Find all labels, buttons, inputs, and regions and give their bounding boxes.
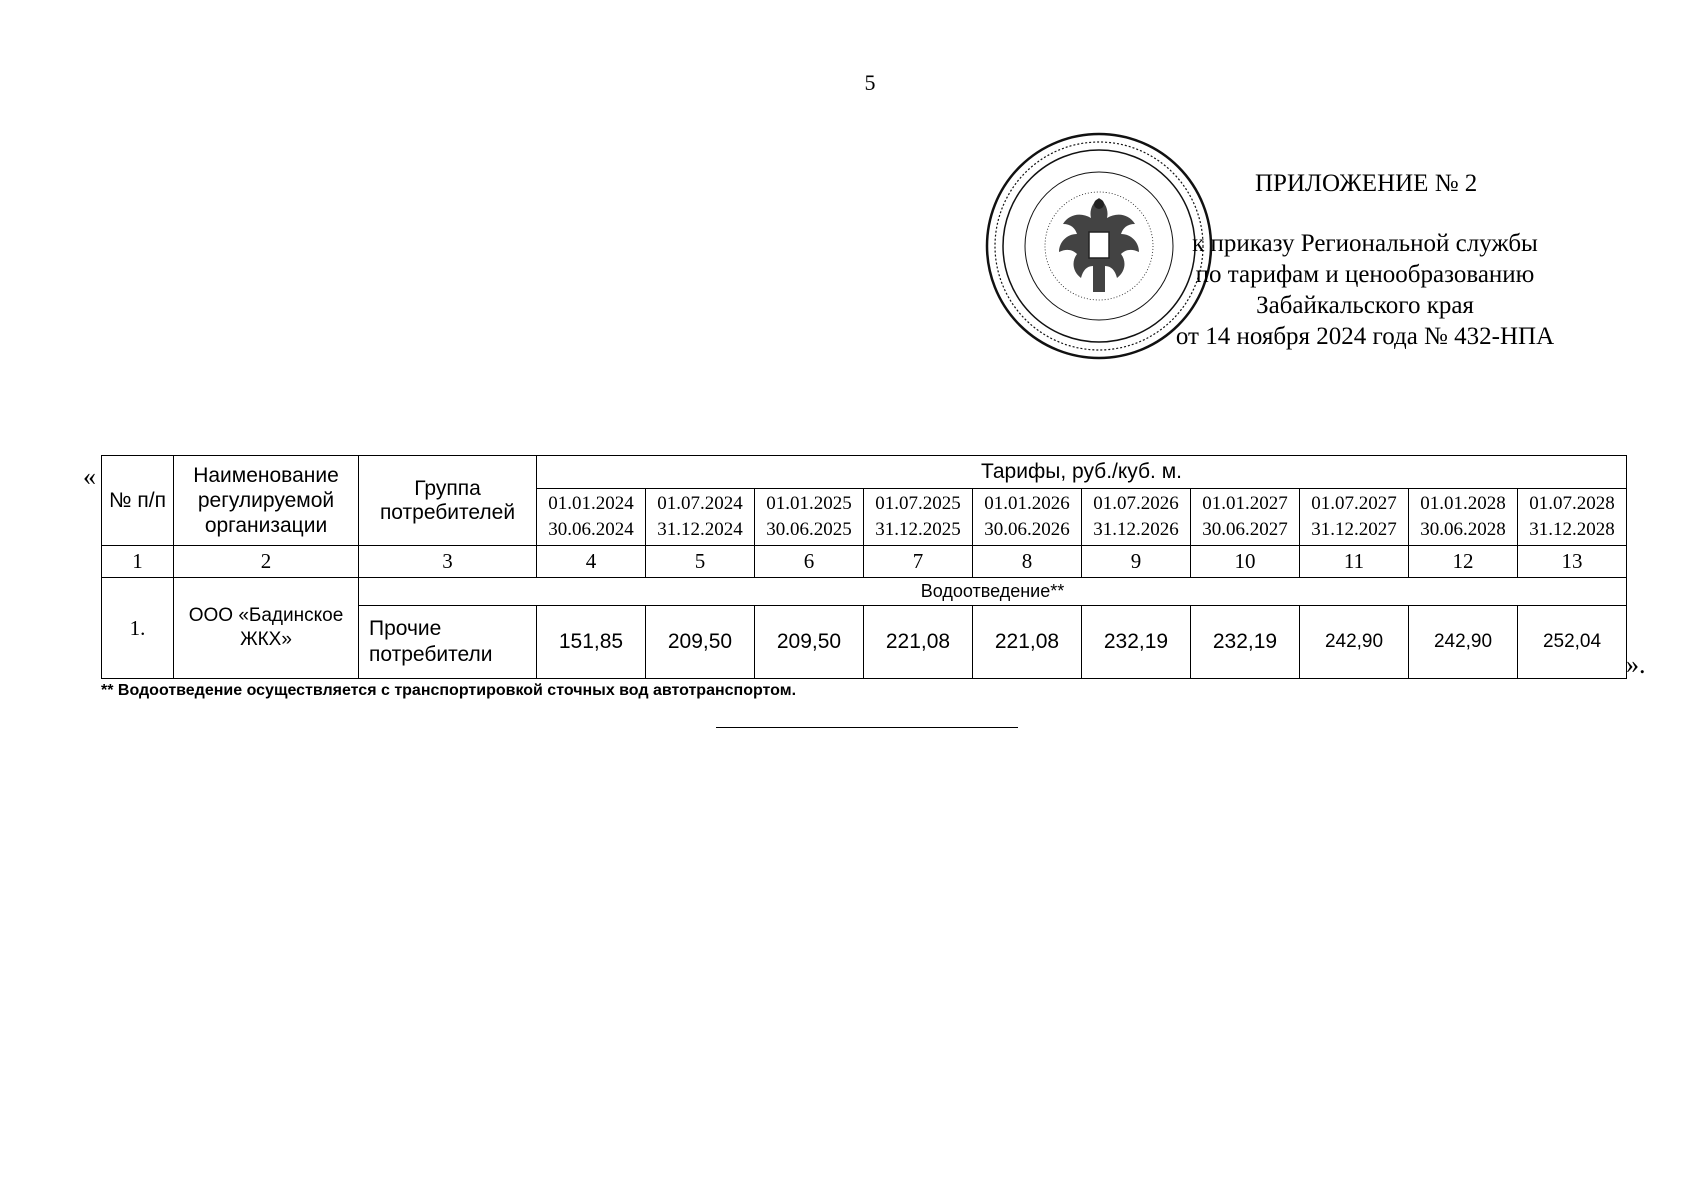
- period-header: 01.01.2027 30.06.2027: [1191, 489, 1300, 546]
- column-number: 8: [973, 546, 1082, 578]
- tariff-value: 242,90: [1300, 606, 1409, 679]
- table-header-row: [102, 456, 1627, 489]
- tariff-value: 209,50: [646, 606, 755, 679]
- column-number: 7: [864, 546, 973, 578]
- service-name: Водоотведение**: [359, 578, 1627, 606]
- tariff-value: 232,19: [1082, 606, 1191, 679]
- header-org: Наименование регулируемой организации: [174, 456, 359, 546]
- end-divider: [716, 727, 1018, 728]
- column-number: 4: [537, 546, 646, 578]
- appendix-reference: [1120, 228, 1610, 352]
- tariff-value: 209,50: [755, 606, 864, 679]
- column-number: 11: [1300, 546, 1409, 578]
- header-tariffs: Тарифы, руб./куб. м.: [537, 456, 1627, 489]
- period-header: 01.01.2025 30.06.2025: [755, 489, 864, 546]
- column-number: 6: [755, 546, 864, 578]
- column-number: 2: [174, 546, 359, 578]
- tariff-value: 242,90: [1409, 606, 1518, 679]
- appendix-line: Забайкальского края: [1256, 292, 1474, 319]
- tariff-value: 252,04: [1518, 606, 1627, 679]
- period-header: 01.07.2025 31.12.2025: [864, 489, 973, 546]
- column-number: 13: [1518, 546, 1627, 578]
- tariff-value: 221,08: [864, 606, 973, 679]
- tariff-value: 232,19: [1191, 606, 1300, 679]
- page-number: 5: [864, 70, 876, 95]
- period-header: 01.01.2026 30.06.2026: [973, 489, 1082, 546]
- period-header: 01.01.2028 30.06.2028: [1409, 489, 1518, 546]
- column-number: 5: [646, 546, 755, 578]
- column-number: 1: [102, 546, 174, 578]
- tariff-value: 221,08: [973, 606, 1082, 679]
- column-number: 3: [359, 546, 537, 578]
- organization-name: ООО «Бадинское ЖКХ»: [174, 578, 359, 679]
- table-row: [102, 578, 1627, 606]
- tariff-table: [101, 455, 1627, 679]
- appendix-line: к приказу Региональной службы: [1192, 230, 1538, 257]
- column-number: 12: [1409, 546, 1518, 578]
- opening-quote: «: [83, 462, 96, 491]
- period-header: 01.07.2024 31.12.2024: [646, 489, 755, 546]
- header-group: Группа потребителей: [359, 456, 537, 546]
- consumer-group: Прочие потребители: [359, 606, 537, 679]
- appendix-line: по тарифам и ценообразованию: [1195, 261, 1535, 288]
- column-number-row: [102, 546, 1627, 578]
- period-header: 01.07.2028 31.12.2028: [1518, 489, 1627, 546]
- period-header: 01.07.2027 31.12.2027: [1300, 489, 1409, 546]
- row-number: 1.: [102, 578, 174, 679]
- closing-quote: ».: [1626, 650, 1646, 679]
- period-header: 01.07.2026 31.12.2026: [1082, 489, 1191, 546]
- appendix-line: от 14 ноября 2024 года № 432-НПА: [1175, 323, 1555, 350]
- column-number: 9: [1082, 546, 1191, 578]
- footnote: ** Водоотведение осуществляется с транспортировкой сточных вод автотранспортом.: [101, 682, 797, 699]
- appendix-title: ПРИЛОЖЕНИЕ № 2: [1255, 170, 1478, 197]
- column-number: 10: [1191, 546, 1300, 578]
- header-num: № п/п: [102, 456, 174, 546]
- tariff-value: 151,85: [537, 606, 646, 679]
- period-header: 01.01.2024 30.06.2024: [537, 489, 646, 546]
